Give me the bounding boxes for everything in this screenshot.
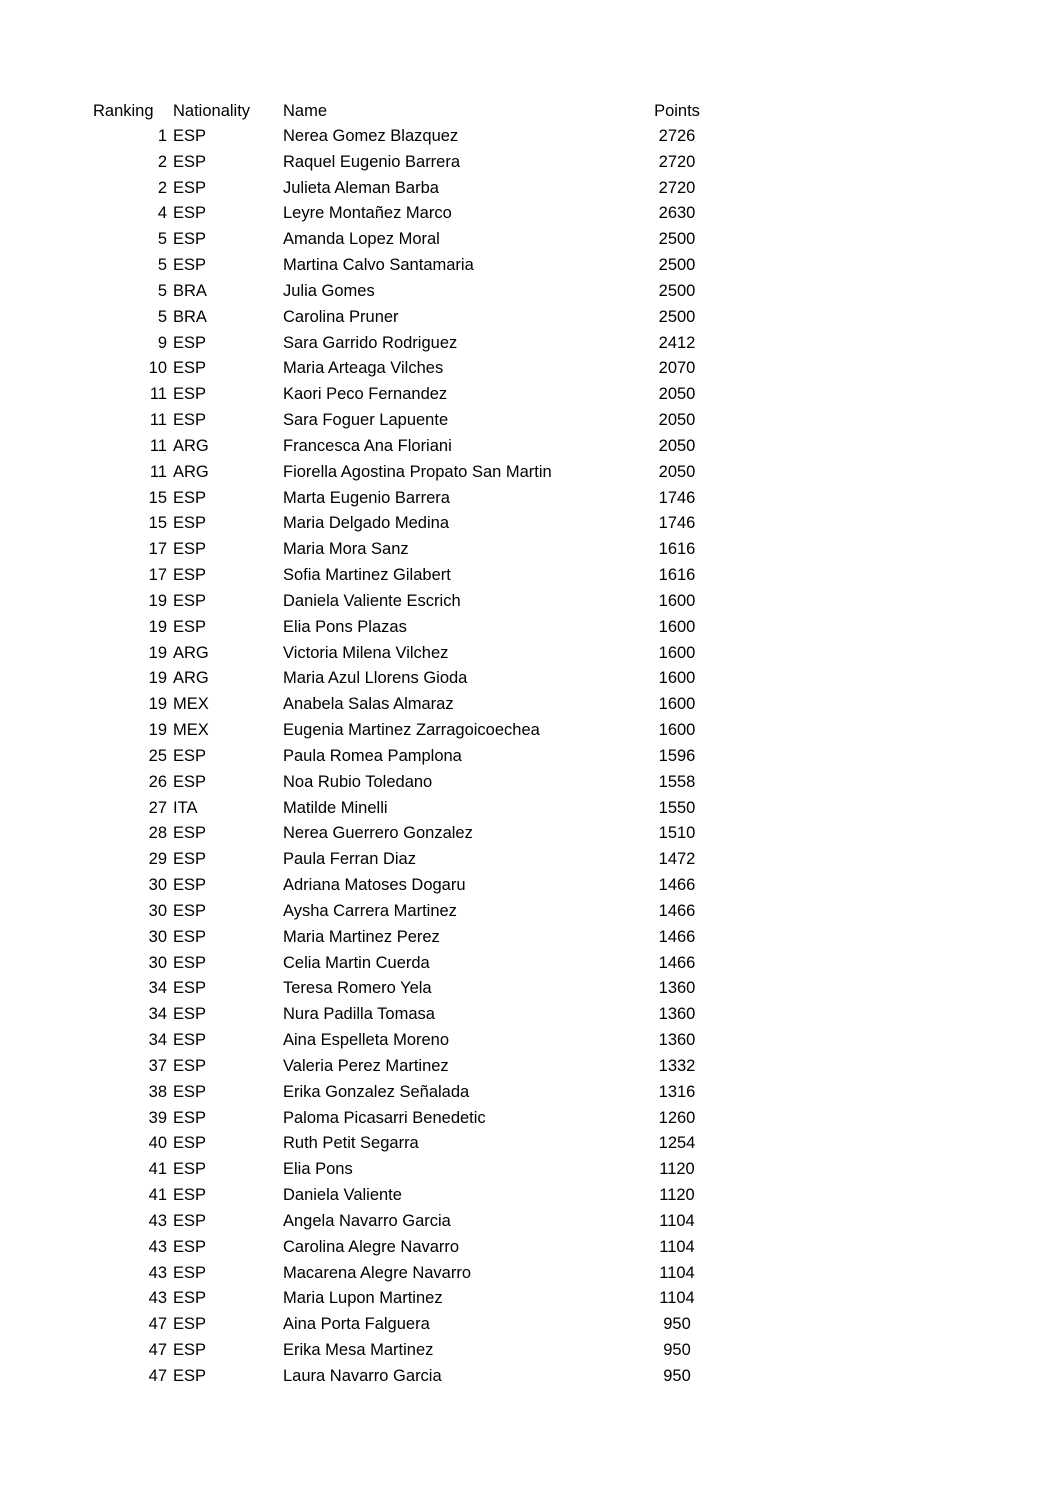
ranking-cell: 37: [148, 1056, 167, 1075]
name-cell: Victoria Milena Vilchez: [283, 643, 449, 662]
ranking-cell: 28: [148, 824, 167, 843]
points-cell: 2050: [658, 462, 696, 481]
nationality-cell: ESP: [173, 152, 207, 171]
nationality-cell: ESP: [173, 178, 207, 197]
name-cell: Nerea Guerrero Gonzalez: [283, 824, 473, 843]
name-cell: Angela Navarro Garcia: [283, 1211, 451, 1230]
ranking-cell: 30: [148, 927, 167, 946]
nationality-cell: ESP: [173, 850, 207, 869]
table-row: [0, 1053, 1058, 1079]
points-cell: 1600: [658, 721, 696, 740]
points-cell: 2726: [658, 127, 696, 145]
points-cell: 1360: [658, 1031, 696, 1050]
points-cell: 1466: [658, 876, 696, 895]
ranking-cell: 47: [148, 1341, 167, 1359]
points-cell: 1616: [658, 540, 696, 559]
nationality-cell: ESP: [173, 927, 207, 946]
points-cell: 950: [663, 1315, 691, 1334]
table-row: [0, 330, 1058, 356]
name-cell: Aysha Carrera Martinez: [283, 901, 457, 920]
table-row: [0, 1285, 1058, 1311]
name-cell: Adriana Matoses Dogaru: [283, 876, 466, 895]
nationality-cell: ESP: [173, 359, 207, 378]
points-cell: 1360: [658, 979, 696, 998]
ranking-cell: 1: [157, 127, 167, 145]
ranking-cell: 5: [157, 230, 167, 249]
nationality-cell: MEX: [173, 695, 209, 714]
ranking-cell: 2: [157, 178, 167, 197]
table-row: [0, 562, 1058, 588]
name-cell: Raquel Eugenio Barrera: [283, 152, 461, 171]
table-row: [0, 1001, 1058, 1027]
table-header: [0, 98, 1058, 124]
nationality-cell: ESP: [173, 566, 207, 585]
ranking-cell: 47: [148, 1366, 167, 1385]
points-cell: 1466: [658, 953, 696, 972]
name-cell: Maria Mora Sanz: [283, 540, 409, 559]
table-row: [0, 304, 1058, 330]
points-cell: 1120: [659, 1186, 695, 1205]
points-cell: 2500: [658, 281, 696, 300]
table-row: [0, 924, 1058, 950]
nationality-cell: ARG: [173, 643, 209, 662]
name-cell: Leyre Montañez Marco: [283, 204, 452, 223]
table-row: [0, 820, 1058, 846]
ranking-cell: 19: [148, 643, 167, 662]
name-cell: Macarena Alegre Navarro: [283, 1263, 472, 1282]
ranking-cell: 10: [148, 359, 167, 378]
nationality-cell: ESP: [173, 772, 207, 791]
points-cell: 2070: [658, 359, 696, 378]
nationality-cell: ESP: [173, 1186, 207, 1205]
table-row: [0, 485, 1058, 511]
ranking-cell: 15: [148, 514, 167, 533]
table-row: [0, 252, 1058, 278]
table-row: [0, 691, 1058, 717]
points-cell: 1596: [658, 746, 696, 765]
name-cell: Sara Foguer Lapuente: [283, 411, 449, 430]
points-cell: 1104: [659, 1211, 695, 1230]
ranking-cell: 11: [149, 385, 167, 404]
header-name: Name: [283, 102, 328, 120]
points-cell: 1510: [658, 824, 696, 843]
nationality-cell: ESP: [173, 488, 207, 507]
ranking-cell: 19: [148, 591, 167, 610]
table-row: [0, 433, 1058, 459]
nationality-cell: ESP: [173, 591, 207, 610]
name-cell: Erika Gonzalez Señalada: [283, 1082, 470, 1101]
points-cell: 1254: [658, 1134, 696, 1153]
ranking-cell: 27: [148, 798, 167, 817]
name-cell: Laura Navarro Garcia: [283, 1366, 442, 1385]
table-row: [0, 1079, 1058, 1105]
table-row: [0, 226, 1058, 252]
table-row: [0, 1208, 1058, 1234]
name-cell: Sara Garrido Rodriguez: [283, 333, 458, 352]
table-row: [0, 278, 1058, 304]
table-row: [0, 1337, 1058, 1363]
ranking-cell: 29: [148, 850, 167, 869]
nationality-cell: ESP: [173, 204, 207, 223]
points-cell: 2500: [658, 230, 696, 249]
points-cell: 1600: [658, 695, 696, 714]
ranking-cell: 34: [148, 1005, 167, 1024]
name-cell: Kaori Peco Fernandez: [283, 385, 448, 404]
name-cell: Martina Calvo Santamaria: [283, 256, 474, 275]
points-cell: 2720: [658, 178, 696, 197]
points-cell: 1104: [659, 1263, 695, 1282]
name-cell: Daniela Valiente Escrich: [283, 591, 461, 610]
header-nationality: Nationality: [173, 102, 251, 120]
nationality-cell: ESP: [173, 617, 207, 636]
points-cell: 1600: [658, 591, 696, 610]
table-row: [0, 1311, 1058, 1337]
name-cell: Sofia Martinez Gilabert: [283, 566, 451, 585]
points-cell: 1746: [658, 488, 696, 507]
ranking-cell: 40: [148, 1134, 167, 1153]
points-cell: 1466: [658, 927, 696, 946]
nationality-cell: ESP: [173, 953, 207, 972]
points-cell: 2050: [658, 436, 696, 455]
nationality-cell: ESP: [173, 333, 207, 352]
nationality-cell: ESP: [173, 411, 207, 430]
points-cell: 1600: [658, 643, 696, 662]
name-cell: Paula Ferran Diaz: [283, 850, 416, 869]
points-cell: 1104: [659, 1289, 695, 1308]
points-cell: 1600: [658, 669, 696, 688]
points-cell: 1550: [658, 798, 696, 817]
nationality-cell: ESP: [173, 256, 207, 275]
table-row: [0, 846, 1058, 872]
ranking-cell: 19: [148, 669, 167, 688]
points-cell: 950: [663, 1341, 691, 1359]
name-cell: Paloma Picasarri Benedetic: [283, 1108, 486, 1127]
name-cell: Paula Romea Pamplona: [283, 746, 462, 765]
name-cell: Aina Porta Falguera: [283, 1315, 430, 1334]
nationality-cell: ESP: [173, 1263, 207, 1282]
ranking-cell: 25: [148, 746, 167, 765]
nationality-cell: ESP: [173, 230, 207, 249]
ranking-cell: 2: [157, 152, 167, 171]
name-cell: Julia Gomes: [283, 281, 375, 300]
nationality-cell: ESP: [173, 979, 207, 998]
name-cell: Maria Delgado Medina: [283, 514, 450, 533]
ranking-cell: 43: [148, 1211, 167, 1230]
header-points: Points: [654, 102, 700, 120]
table-row: [0, 795, 1058, 821]
name-cell: Marta Eugenio Barrera: [283, 488, 450, 507]
ranking-cell: 5: [157, 256, 167, 275]
ranking-cell: 15: [148, 488, 167, 507]
nationality-cell: ESP: [173, 127, 207, 145]
points-cell: 1260: [658, 1108, 696, 1127]
name-cell: Nerea Gomez Blazquez: [283, 127, 459, 145]
points-cell: 1120: [659, 1160, 695, 1179]
nationality-cell: ESP: [173, 385, 207, 404]
ranking-cell: 17: [148, 566, 167, 585]
table-row: [0, 1105, 1058, 1131]
name-cell: Julieta Aleman Barba: [283, 178, 439, 197]
table-row: [0, 459, 1058, 485]
ranking-cell: 43: [148, 1237, 167, 1256]
name-cell: Aina Espelleta Moreno: [283, 1031, 450, 1050]
name-cell: Carolina Pruner: [283, 307, 399, 326]
ranking-cell: 11: [149, 436, 167, 455]
nationality-cell: ARG: [173, 436, 209, 455]
points-cell: 2500: [658, 256, 696, 275]
table-row: [0, 1234, 1058, 1260]
points-cell: 1472: [658, 850, 696, 869]
table-row: [0, 175, 1058, 201]
name-cell: Daniela Valiente: [283, 1186, 402, 1205]
name-cell: Maria Azul Llorens Gioda: [283, 669, 468, 688]
table-row: [0, 950, 1058, 976]
ranking-cell: 5: [157, 307, 167, 326]
table-row: [0, 769, 1058, 795]
header-ranking: Ranking: [93, 102, 154, 120]
nationality-cell: ESP: [173, 1056, 207, 1075]
table-row: [0, 1156, 1058, 1182]
nationality-cell: ESP: [173, 1315, 207, 1334]
points-cell: 2050: [658, 385, 696, 404]
name-cell: Matilde Minelli: [283, 798, 388, 817]
points-cell: 1332: [658, 1056, 696, 1075]
points-cell: 1316: [658, 1082, 696, 1101]
points-cell: 2412: [658, 333, 696, 352]
points-cell: 2500: [658, 307, 696, 326]
name-cell: Maria Lupon Martinez: [283, 1289, 443, 1308]
name-cell: Nura Padilla Tomasa: [283, 1005, 435, 1024]
ranking-cell: 30: [148, 901, 167, 920]
name-cell: Erika Mesa Martinez: [283, 1341, 434, 1359]
table-row: [0, 510, 1058, 536]
nationality-cell: ESP: [173, 1005, 207, 1024]
ranking-cell: 4: [157, 204, 167, 223]
nationality-cell: ESP: [173, 1211, 207, 1230]
nationality-cell: ESP: [173, 1134, 207, 1153]
nationality-cell: ARG: [173, 669, 209, 688]
points-cell: 2050: [658, 411, 696, 430]
nationality-cell: MEX: [173, 721, 209, 740]
name-cell: Carolina Alegre Navarro: [283, 1237, 460, 1256]
nationality-cell: ESP: [173, 901, 207, 920]
table-row: [0, 536, 1058, 562]
name-cell: Celia Martin Cuerda: [283, 953, 430, 972]
ranking-cell: 19: [148, 695, 167, 714]
nationality-cell: ARG: [173, 462, 209, 481]
table-row: [0, 872, 1058, 898]
table-row: [0, 1363, 1058, 1389]
table-row: [0, 898, 1058, 924]
table-row: [0, 975, 1058, 1001]
nationality-cell: ESP: [173, 1237, 207, 1256]
ranking-cell: 5: [157, 281, 167, 300]
points-cell: 1616: [658, 566, 696, 585]
table-row: [0, 743, 1058, 769]
table-row: [0, 1130, 1058, 1156]
nationality-cell: ESP: [173, 1160, 207, 1179]
ranking-cell: 38: [148, 1082, 167, 1101]
nationality-cell: ESP: [173, 1031, 207, 1050]
nationality-cell: ITA: [173, 798, 198, 817]
points-cell: 1600: [658, 617, 696, 636]
points-cell: 1466: [658, 901, 696, 920]
nationality-cell: ESP: [173, 1289, 207, 1308]
nationality-cell: ESP: [173, 540, 207, 559]
nationality-cell: BRA: [173, 281, 207, 300]
ranking-cell: 30: [148, 953, 167, 972]
name-cell: Ruth Petit Segarra: [283, 1134, 419, 1153]
ranking-cell: 34: [148, 1031, 167, 1050]
nationality-cell: BRA: [173, 307, 207, 326]
nationality-cell: ESP: [173, 1366, 207, 1385]
table-row: [0, 614, 1058, 640]
name-cell: Amanda Lopez Moral: [283, 230, 440, 249]
table-row: [0, 640, 1058, 666]
ranking-cell: 26: [148, 772, 167, 791]
ranking-cell: 17: [148, 540, 167, 559]
ranking-cell: 11: [149, 411, 167, 430]
table-row: [0, 1182, 1058, 1208]
table-row: [0, 355, 1058, 381]
name-cell: Elia Pons Plazas: [283, 617, 407, 636]
table-row: [0, 200, 1058, 226]
points-cell: 2630: [658, 204, 696, 223]
nationality-cell: ESP: [173, 876, 207, 895]
ranking-cell: 11: [149, 462, 167, 481]
table-row: [0, 1027, 1058, 1053]
ranking-cell: 19: [148, 617, 167, 636]
nationality-cell: ESP: [173, 1082, 207, 1101]
table-row: [0, 717, 1058, 743]
ranking-cell: 43: [148, 1263, 167, 1282]
nationality-cell: ESP: [173, 1341, 207, 1359]
name-cell: Fiorella Agostina Propato San Martin: [283, 462, 552, 481]
points-cell: 950: [663, 1366, 691, 1385]
table-row: [0, 588, 1058, 614]
ranking-cell: 41: [148, 1160, 167, 1179]
points-cell: 1104: [659, 1237, 695, 1256]
points-cell: 1558: [658, 772, 696, 791]
ranking-cell: 19: [148, 721, 167, 740]
name-cell: Maria Martinez Perez: [283, 927, 440, 946]
nationality-cell: ESP: [173, 824, 207, 843]
ranking-cell: 41: [148, 1186, 167, 1205]
nationality-cell: ESP: [173, 514, 207, 533]
ranking-cell: 9: [157, 333, 167, 352]
points-cell: 1746: [658, 514, 696, 533]
ranking-cell: 30: [148, 876, 167, 895]
points-cell: 2720: [658, 152, 696, 171]
nationality-cell: ESP: [173, 1108, 207, 1127]
name-cell: Teresa Romero Yela: [283, 979, 432, 998]
table-row: [0, 149, 1058, 175]
name-cell: Valeria Perez Martinez: [283, 1056, 449, 1075]
name-cell: Francesca Ana Floriani: [283, 436, 452, 455]
ranking-cell: 34: [148, 979, 167, 998]
points-cell: 1360: [658, 1005, 696, 1024]
table-row: [0, 381, 1058, 407]
name-cell: Anabela Salas Almaraz: [283, 695, 454, 714]
name-cell: Noa Rubio Toledano: [283, 772, 433, 791]
table-row: [0, 407, 1058, 433]
table-row: [0, 123, 1058, 149]
name-cell: Maria Arteaga Vilches: [283, 359, 444, 378]
name-cell: Eugenia Martinez Zarragoicoechea: [283, 721, 540, 740]
table-row: [0, 665, 1058, 691]
table-row: [0, 1260, 1058, 1286]
ranking-cell: 43: [148, 1289, 167, 1308]
nationality-cell: ESP: [173, 746, 207, 765]
name-cell: Elia Pons: [283, 1160, 353, 1179]
ranking-cell: 39: [148, 1108, 167, 1127]
ranking-cell: 47: [148, 1315, 167, 1334]
